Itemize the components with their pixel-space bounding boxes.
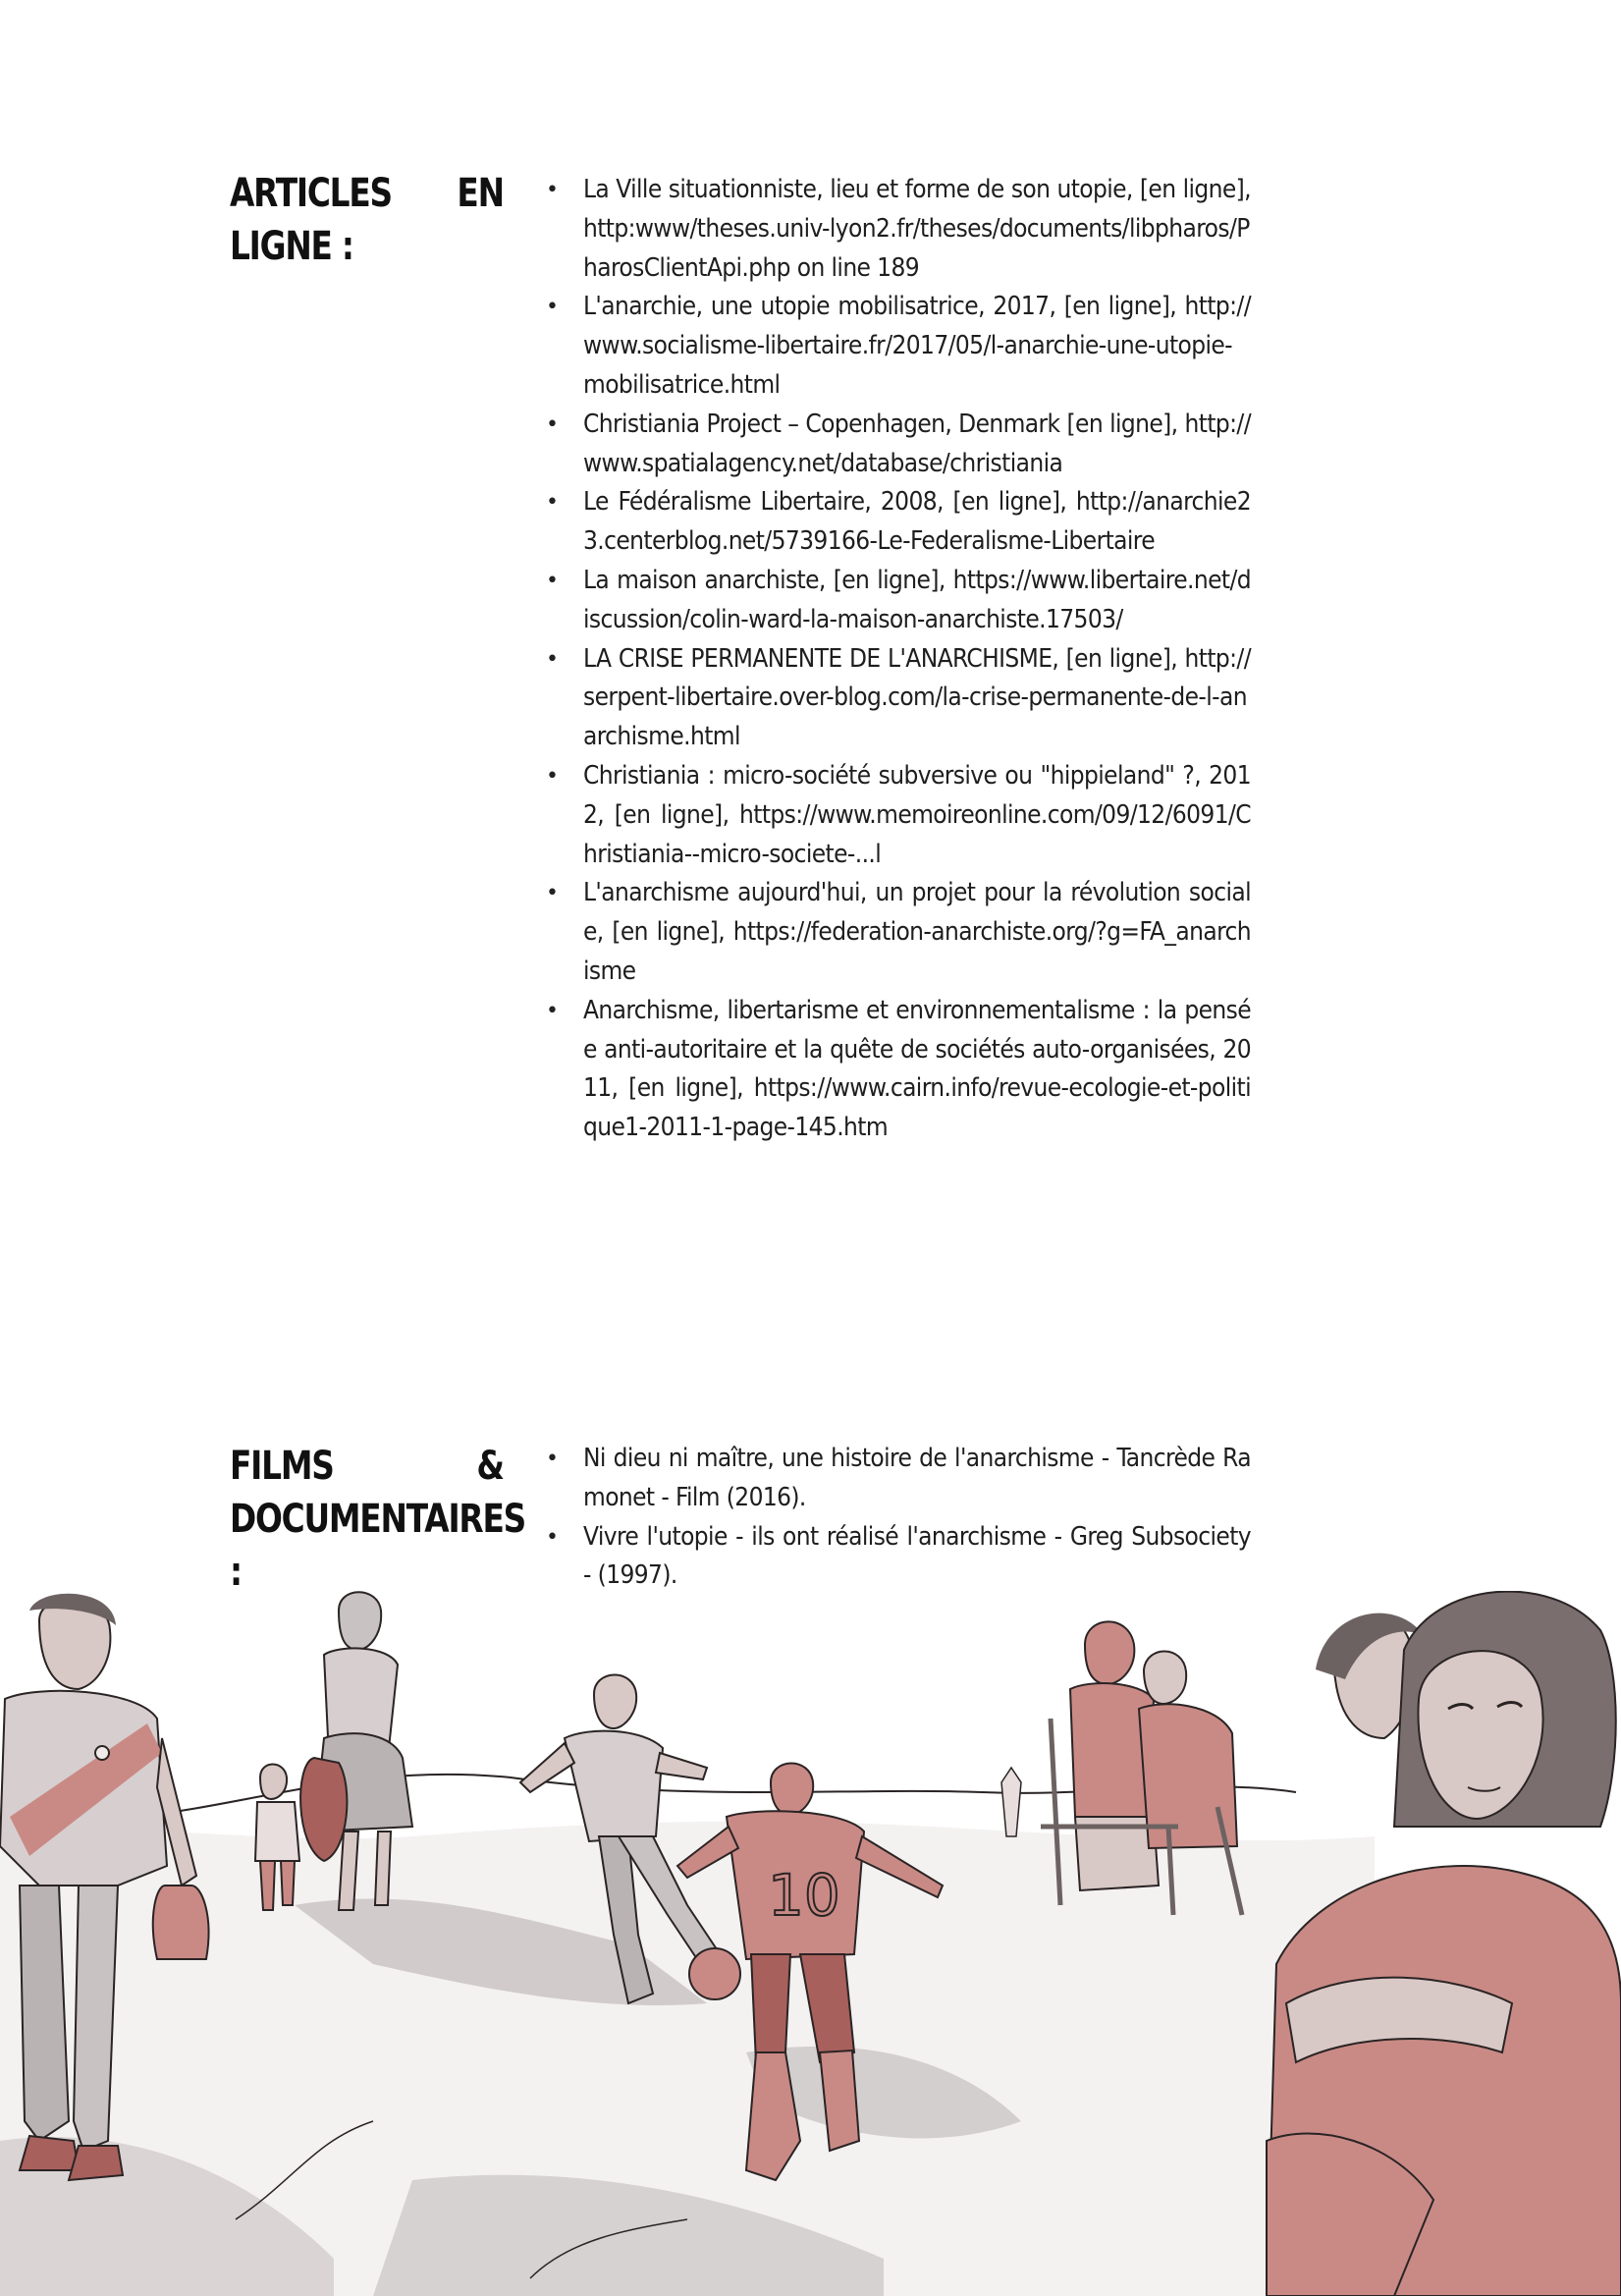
list-item xyxy=(544,757,1251,874)
list-item-text: Le Fédéralisme Libertaire, 2008, [en ligne], http://anarchie23.centerblog.net/5739166-Le-Federalisme-Libertaire xyxy=(583,487,1251,557)
list-item-text: L'anarchisme aujourd'hui, un projet pour la révolution sociale, [en ligne], https://federation-anarchiste.org/?g=FA_anarchisme xyxy=(583,878,1251,986)
list-item-text: Ni dieu ni maître, une histoire de l'anarchisme - Tancrède Ramonet - Film (2016). xyxy=(583,1444,1251,1512)
list-item xyxy=(544,171,1251,288)
list-item xyxy=(544,874,1251,991)
heading-line: ARTICLES EN xyxy=(230,171,504,216)
list-item xyxy=(544,640,1251,757)
list-item xyxy=(544,483,1251,562)
bullet-icon: • xyxy=(546,178,559,202)
list-item-text: Vivre l'utopie - ils ont réalisé l'anarchisme - Greg Subsociety - (1997). xyxy=(583,1521,1251,1591)
list-item-text: Christiania : micro-société subversive ou "hippieland" ?, 2012, [en ligne], https://www.memoireonline.com/09/12/6091/Christiania--micro-societe-...l xyxy=(583,760,1251,869)
jersey-number: 10 xyxy=(768,1862,840,1929)
list-item xyxy=(544,406,1251,484)
list-item xyxy=(544,992,1251,1148)
list-item-text: La maison anarchiste, [en ligne], https://www.libertaire.net/discussion/colin-ward-la-maison-anarchiste.17503/ xyxy=(583,565,1251,634)
children-portrait-figure xyxy=(1267,1592,1621,2296)
bullet-icon: • xyxy=(546,568,559,593)
bullet-icon: • xyxy=(546,881,559,906)
community-illustration xyxy=(0,1591,1621,2296)
heading-line: FILMS & xyxy=(230,1444,504,1489)
list-item-text: La Ville situationniste, lieu et forme de son utopie, [en ligne], http:www/theses.univ-lyon2.fr/theses/documents/libpharos/PharosClientApi.php on line 189 xyxy=(583,175,1251,283)
articles-list xyxy=(544,171,1251,1148)
list-item-text: Anarchisme, libertarisme et environnementalisme : la pensée anti-autoritaire et la quête de sociétés auto-organisées, 2011, [en ligne], https://www.cairn.info/revue-ecologie-et-politique1-2011-1-page-145.htm xyxy=(583,995,1251,1143)
bullet-icon: • xyxy=(546,646,559,672)
bullet-icon: • xyxy=(546,490,559,516)
films-list xyxy=(544,1440,1251,1596)
list-item-text: L'anarchie, une utopie mobilisatrice, 2017, [en ligne], http://www.socialisme-libertaire.fr/2017/05/l-anarchie-une-utopie-mobilisatrice.html xyxy=(583,292,1251,400)
bullet-icon: • xyxy=(546,411,559,437)
heading-line: DOCUMENTAIRES : xyxy=(230,1497,526,1595)
bullet-icon: • xyxy=(546,763,559,789)
section-heading-films xyxy=(230,1440,526,1599)
list-item xyxy=(544,1440,1251,1518)
list-item xyxy=(544,1518,1251,1597)
football-icon xyxy=(689,1948,740,1999)
bullet-icon: • xyxy=(546,295,559,320)
bullet-icon: • xyxy=(546,998,559,1023)
list-item-text: Christiania Project – Copenhagen, Denmark [en ligne], http://www.spatialagency.net/database/christiania xyxy=(583,409,1251,478)
heading-line: LIGNE : xyxy=(230,224,353,269)
list-item xyxy=(544,562,1251,640)
section-heading-articles xyxy=(230,167,504,273)
bullet-icon: • xyxy=(546,1447,559,1471)
list-item-text: LA CRISE PERMANENTE DE L'ANARCHISME, [en ligne], http://serpent-libertaire.over-blog.com/la-crise-permanente-de-l-anarchisme.html xyxy=(583,643,1251,752)
list-item xyxy=(544,288,1251,405)
bullet-icon: • xyxy=(546,1524,559,1550)
